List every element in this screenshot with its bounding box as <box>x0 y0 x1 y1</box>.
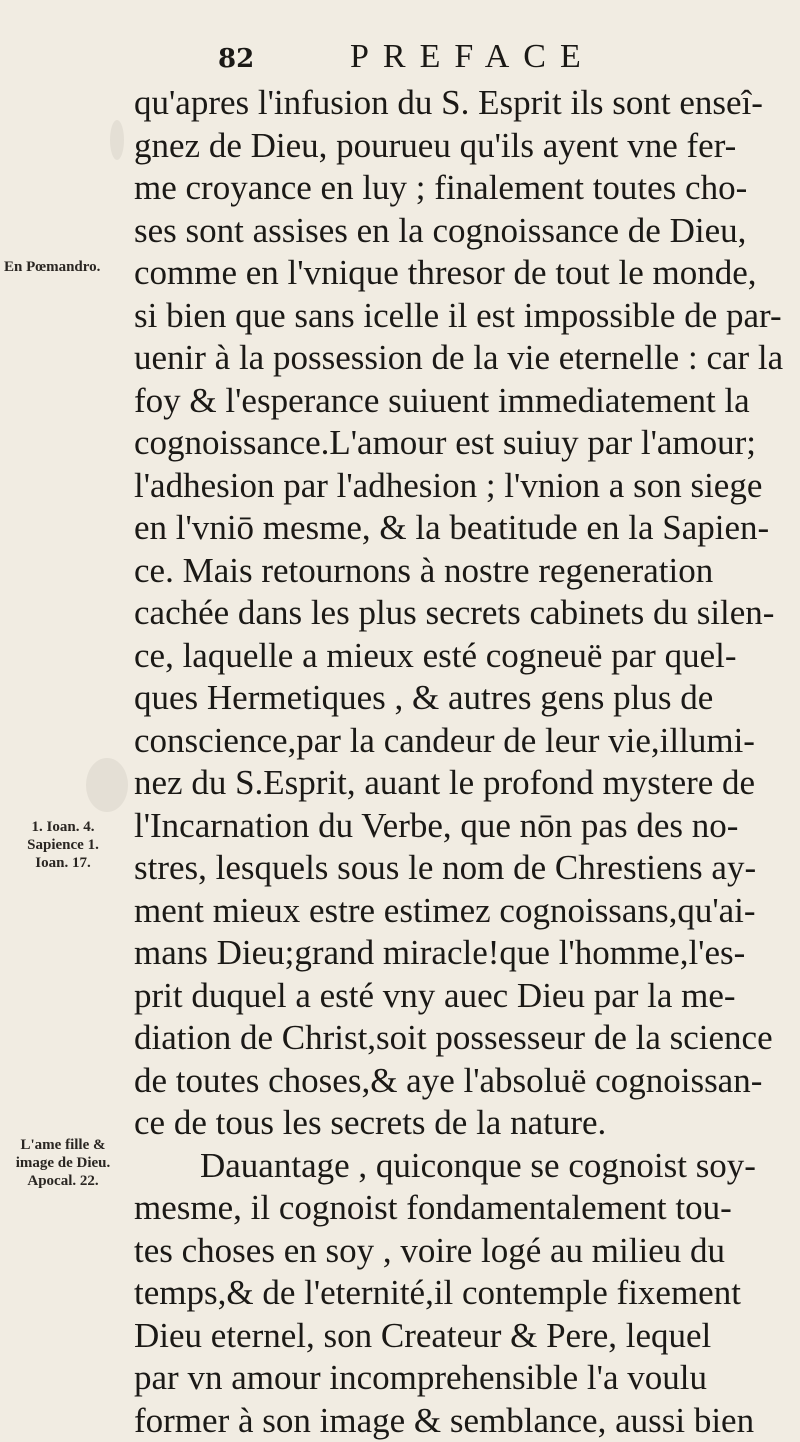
text-line: mesme, il cognoist fondamentalement tou- <box>134 1187 800 1230</box>
paragraph-first-line: Dauantage , quiconque se cognoist soy- <box>134 1145 800 1188</box>
text-line: stres, lesquels sous le nom de Chrestiens ay- <box>134 847 800 890</box>
text-line: temps,& de l'eternité,il contemple fixement <box>134 1272 800 1315</box>
text-line: tes choses en soy , voire logé au milieu du <box>134 1230 800 1273</box>
text-line: former à son image & semblance, aussi bien <box>134 1400 800 1442</box>
text-line: mans Dieu;grand miracle!que l'homme,l'es- <box>134 932 800 975</box>
text-line: foy & l'esperance suiuent immediatement la <box>134 380 800 423</box>
text-line: par vn amour incomprehensible l'a voulu <box>134 1357 800 1400</box>
text-line: cognoissance.L'amour est suiuy par l'amour; <box>134 422 800 465</box>
text-line: si bien que sans icelle il est impossible de par- <box>134 295 800 338</box>
margin-note-line: En Pœmandro. <box>4 258 100 276</box>
text-line: me croyance en luy ; finalement toutes cho- <box>134 167 800 210</box>
margin-note-poemandro <box>4 258 100 276</box>
text-line: Dieu eternel, son Createur & Pere, lequel <box>134 1315 800 1358</box>
text-line: qu'apres l'infusion du S. Esprit ils sont enseî- <box>134 82 800 125</box>
text-line: conscience,par la candeur de leur vie,illumi- <box>134 720 800 763</box>
text-line: ce, laquelle a mieux esté cogneuë par quel- <box>134 635 800 678</box>
text-line: gnez de Dieu, pourueu qu'ils ayent vne fer- <box>134 125 800 168</box>
margin-note-references <box>4 818 122 872</box>
body-text <box>134 82 800 1442</box>
text-line: ses sont assises en la cognoissance de Dieu, <box>134 210 800 253</box>
page-number: 82 <box>218 44 254 74</box>
text-line: nez du S.Esprit, auant le profond mystere de <box>134 762 800 805</box>
ink-smudge <box>86 758 128 812</box>
margin-note-line: Sapience 1. <box>4 836 122 854</box>
text-line: de toutes choses,& aye l'absoluë cognoissan- <box>134 1060 800 1103</box>
margin-note-ame <box>4 1136 122 1190</box>
text-line: l'adhesion par l'adhesion ; l'vnion a son siege <box>134 465 800 508</box>
text-line: diation de Christ,soit possesseur de la science <box>134 1017 800 1060</box>
text-line: l'Incarnation du Verbe, que nōn pas des no- <box>134 805 800 848</box>
ink-smudge <box>110 120 124 160</box>
text-line: ce de tous les secrets de la nature. <box>134 1102 800 1145</box>
margin-note-line: Apocal. 22. <box>4 1172 122 1190</box>
running-head <box>218 38 678 78</box>
margin-note-line: image de Dieu. <box>4 1154 122 1172</box>
text-line: prit duquel a esté vny auec Dieu par la me- <box>134 975 800 1018</box>
margin-note-line: Ioan. 17. <box>4 854 122 872</box>
text-line: cachée dans les plus secrets cabinets du silen- <box>134 592 800 635</box>
text-line: comme en l'vnique thresor de tout le monde, <box>134 252 800 295</box>
margin-note-line: 1. Ioan. 4. <box>4 818 122 836</box>
text-line: uenir à la possession de la vie eternelle : car la <box>134 337 800 380</box>
text-line: ce. Mais retournons à nostre regeneration <box>134 550 800 593</box>
text-line: ques Hermetiques , & autres gens plus de <box>134 677 800 720</box>
running-title: PREFACE <box>350 38 595 76</box>
text-line: en l'vniō mesme, & la beatitude en la Sapien- <box>134 507 800 550</box>
margin-note-line: L'ame fille & <box>4 1136 122 1154</box>
text-line: ment mieux estre estimez cognoissans,qu'ai- <box>134 890 800 933</box>
